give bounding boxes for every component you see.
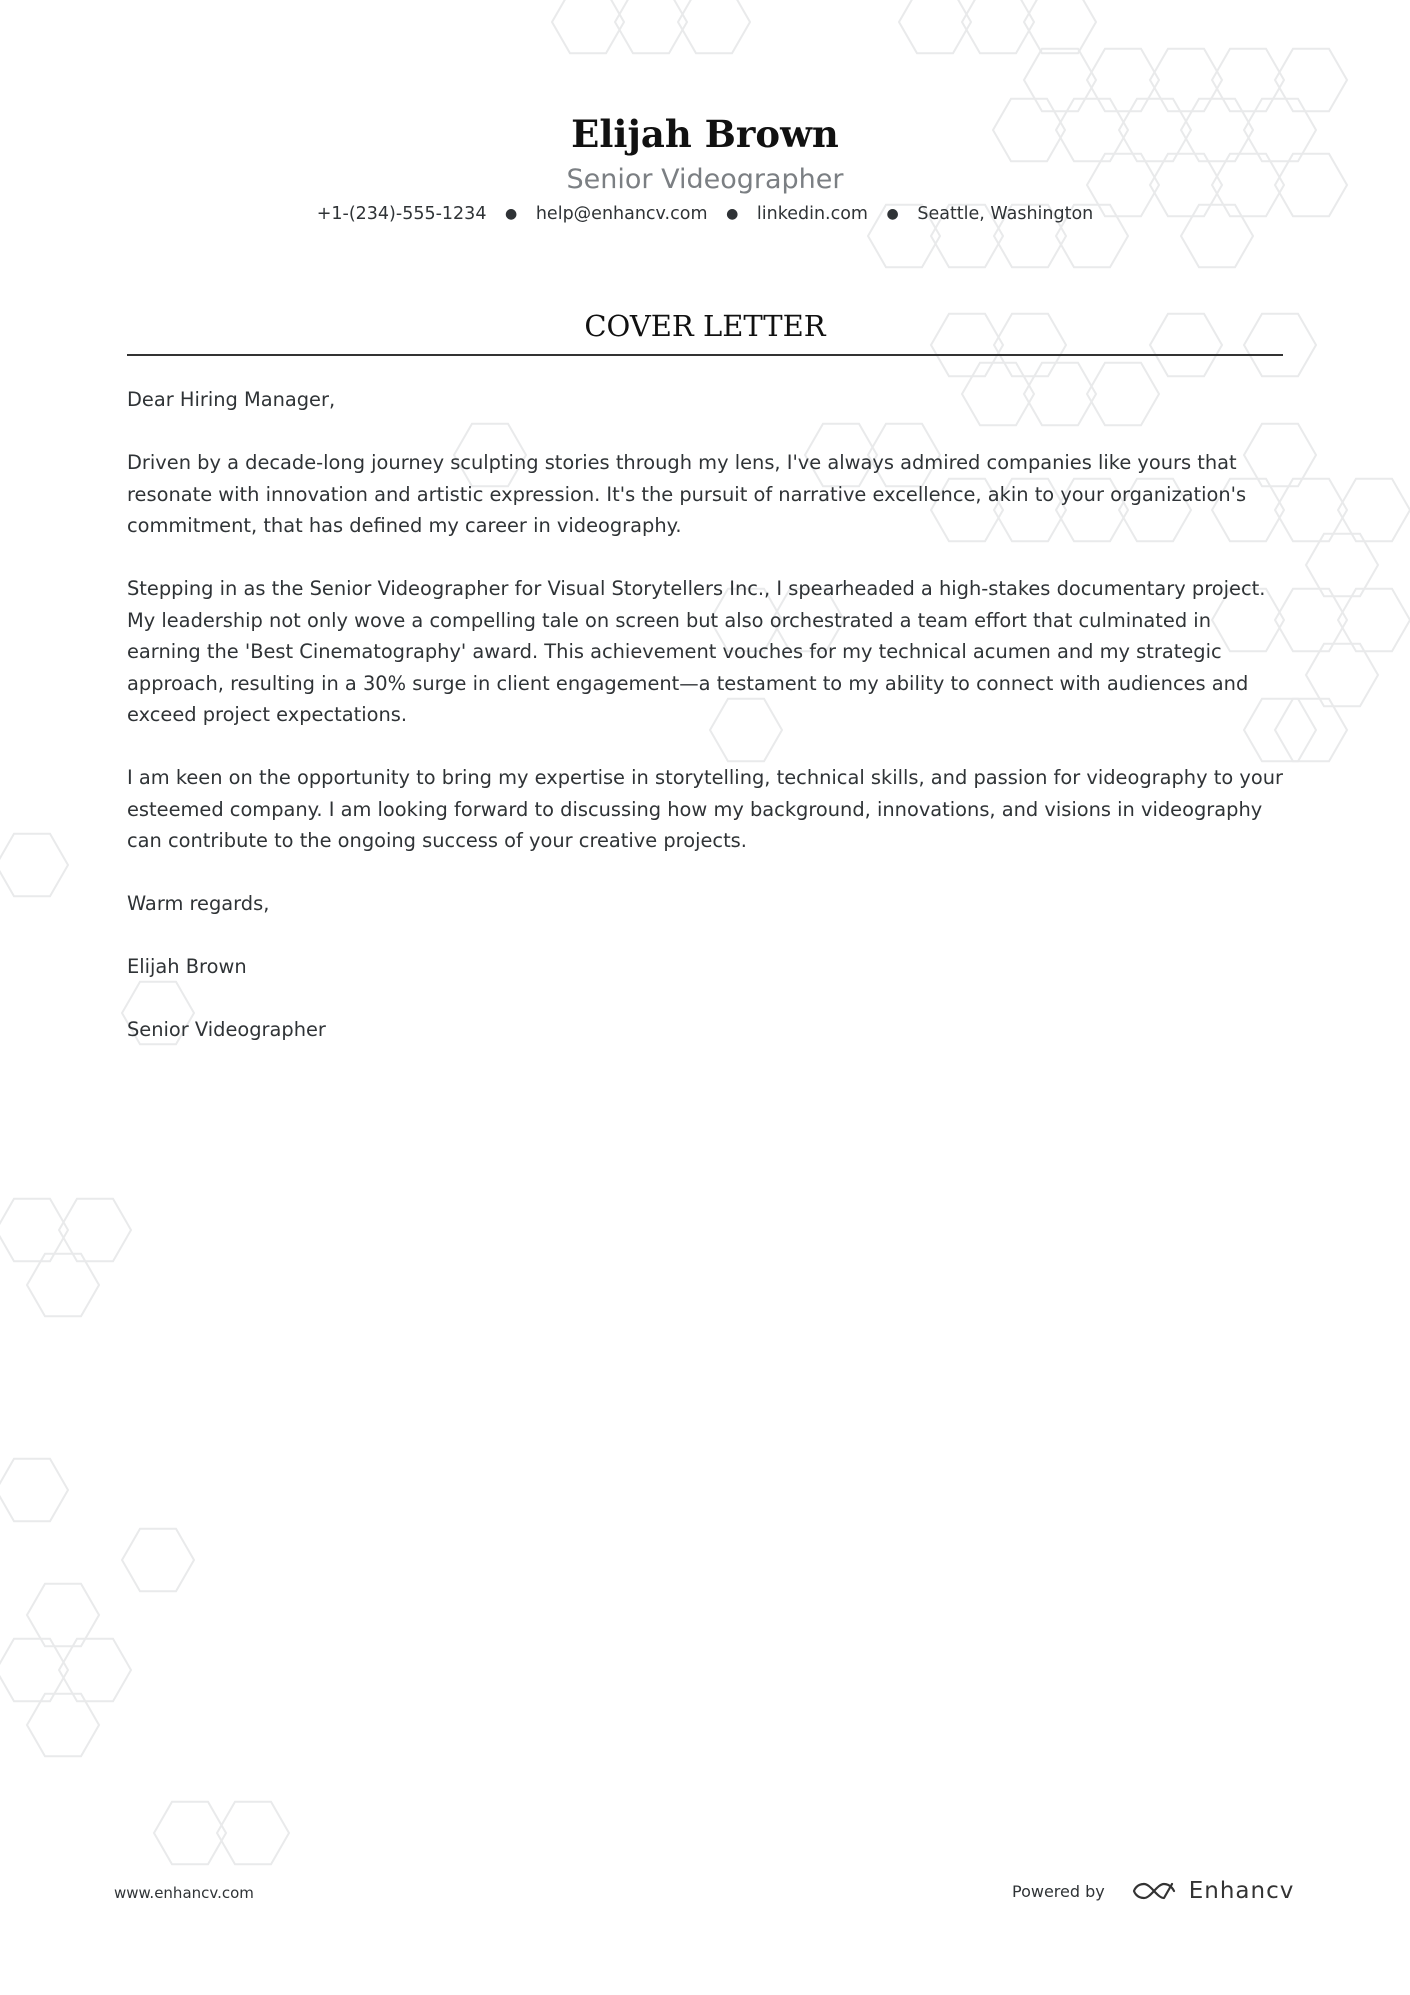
letter-body bbox=[127, 384, 1287, 1077]
powered-by-label: Powered by bbox=[1012, 1881, 1105, 1901]
contact-linkedin: linkedin.com bbox=[756, 204, 868, 224]
contact-line bbox=[0, 202, 1410, 226]
section-title: COVER LETTER bbox=[584, 309, 826, 343]
brand-wordmark: Enhancv bbox=[1188, 1878, 1295, 1904]
bullet-dot-icon: ● bbox=[505, 206, 518, 222]
signature-name: Elijah Brown bbox=[127, 955, 247, 978]
candidate-role: Senior Videographer bbox=[566, 164, 844, 195]
candidate-name: Elijah Brown bbox=[571, 112, 839, 156]
enhancv-logo-icon bbox=[1131, 1878, 1177, 1904]
signature-title: Senior Videographer bbox=[127, 1018, 326, 1041]
footer-branding bbox=[1012, 1878, 1294, 1904]
letter-paragraph: Driven by a decade-long journey sculpting stories through my lens, I've always admired companies like yours that resonate with innovation and artistic expression. It's the pursuit of narrative excellence, akin to your organization's commitment, that has defined my career in videography. bbox=[127, 451, 1247, 537]
bullet-dot-icon: ● bbox=[886, 206, 899, 222]
letter-greeting: Dear Hiring Manager, bbox=[127, 388, 336, 411]
footer-website: www.enhancv.com bbox=[114, 1884, 254, 1902]
contact-email: help@enhancv.com bbox=[535, 204, 708, 224]
letter-paragraph: Stepping in as the Senior Videographer for Visual Storytellers Inc., I spearheaded a high-stakes documentary project. My leadership not only wove a compelling tale on screen but also orchestrated a team effort that culminated in earning the 'Best Cinematography' award. This achievement vouches for my technical acumen and my strategic approach, resulting in a 30% surge in client engagement—a testament to my ability to connect with audiences and exceed project expectations. bbox=[127, 577, 1266, 726]
bullet-dot-icon: ● bbox=[726, 206, 739, 222]
section-divider bbox=[127, 354, 1283, 356]
contact-location: Seattle, Washington bbox=[917, 204, 1094, 224]
letter-paragraph: I am keen on the opportunity to bring my expertise in storytelling, technical skills, and passion for videography to your esteemed company. I am looking forward to discussing how my background, innovations, and visions in videography can contribute to the ongoing success of your creative projects. bbox=[127, 766, 1283, 852]
header bbox=[0, 108, 1410, 226]
contact-phone: +1-(234)-555-1234 bbox=[316, 204, 487, 224]
letter-closing: Warm regards, bbox=[127, 892, 270, 915]
